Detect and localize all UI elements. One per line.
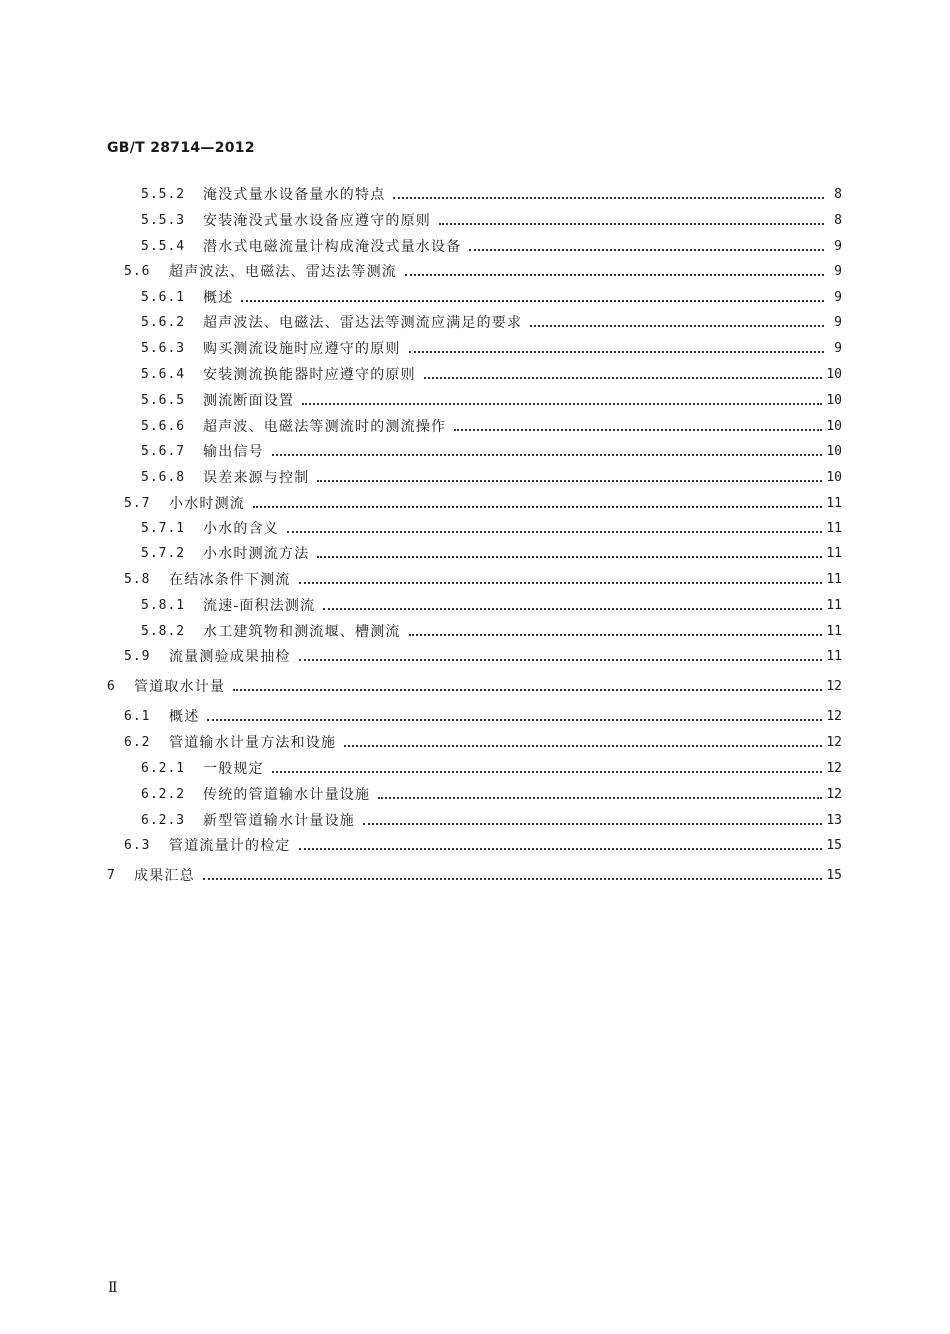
toc-entry-title: 超声波法、电磁法、雷达法等测流应满足的要求 [203, 315, 523, 331]
toc-entry[interactable] [124, 731, 842, 753]
toc-entry[interactable] [141, 783, 842, 805]
toc-entry-title: 测流断面设置 [203, 393, 295, 409]
toc-entry-title: 新型管道输水计量设施 [203, 813, 355, 829]
toc-entry[interactable] [124, 492, 842, 514]
toc-entry-title: 小水时测流 [169, 496, 245, 512]
toc-entry-page: 11 [826, 520, 842, 536]
toc-entry-number: 5.5.4 [141, 238, 186, 254]
toc-entry-title: 管道流量计的检定 [169, 838, 291, 854]
toc-entry[interactable] [141, 286, 842, 308]
toc-leader-dots [207, 719, 822, 721]
toc-entry-number: 6.2.1 [141, 760, 186, 776]
toc-entry-number: 5.5.3 [141, 212, 186, 228]
toc-entry-number: 5.6.1 [141, 289, 186, 305]
toc-leader-dots [405, 274, 824, 276]
toc-entry-page: 11 [826, 571, 842, 587]
toc-leader-dots [253, 506, 822, 508]
toc-entry-title: 流速-面积法测流 [203, 598, 316, 614]
toc-leader-dots [203, 878, 823, 880]
toc-leader-dots [317, 480, 822, 482]
toc-leader-dots [454, 429, 822, 431]
toc-leader-dots [393, 197, 824, 199]
toc-entry-number: 5.8 [124, 571, 151, 587]
toc-entry-page: 8 [834, 186, 842, 202]
toc-leader-dots [424, 377, 823, 379]
toc-entry-page: 12 [826, 678, 842, 694]
toc-leader-dots [272, 771, 823, 773]
toc-entry-title: 购买测流设施时应遵守的原则 [203, 341, 401, 357]
toc-entry-page: 9 [834, 314, 842, 330]
toc-entry-title: 误差来源与控制 [203, 470, 310, 486]
toc-entry[interactable] [141, 183, 842, 205]
toc-entry-number: 5.8.1 [141, 597, 186, 613]
toc-entry-title: 安装淹没式量水设备应遵守的原则 [203, 213, 431, 229]
toc-entry-number: 5.7 [124, 495, 151, 511]
toc-entry-number: 5.6.3 [141, 340, 186, 356]
toc-entry-page: 8 [834, 212, 842, 228]
toc-leader-dots [344, 745, 822, 747]
toc-entry-number: 6 [107, 678, 116, 694]
toc-entry-page: 11 [826, 545, 842, 561]
standard-code: GB/T 28714—2012 [107, 140, 255, 156]
toc-entry-page: 15 [826, 867, 842, 883]
toc-entry[interactable] [141, 311, 842, 333]
toc-entry-title: 管道输水计量方法和设施 [169, 735, 337, 751]
toc-entry-page: 10 [826, 392, 842, 408]
toc-entry-page: 12 [826, 760, 842, 776]
toc-entry[interactable] [141, 517, 842, 539]
toc-entry[interactable] [141, 415, 842, 437]
toc-leader-dots [409, 351, 824, 353]
toc-entry[interactable] [141, 389, 842, 411]
toc-entry-number: 7 [107, 867, 116, 883]
toc-entry-number: 6.2 [124, 734, 151, 750]
toc-entry-page: 10 [826, 443, 842, 459]
toc-leader-dots [299, 659, 823, 661]
toc-entry-title: 在结冰条件下测流 [169, 572, 291, 588]
toc-entry-title: 传统的管道输水计量设施 [203, 787, 371, 803]
toc-entry[interactable] [141, 542, 842, 564]
toc-entry-page: 12 [826, 734, 842, 750]
toc-entry-page: 9 [834, 263, 842, 279]
toc-leader-dots [363, 823, 822, 825]
toc-entry-title: 管道取水计量 [134, 679, 226, 695]
toc-entry[interactable] [141, 440, 842, 462]
toc-entry[interactable] [141, 337, 842, 359]
page-number: Ⅱ [108, 1280, 118, 1296]
toc-leader-dots [409, 634, 823, 636]
toc-entry-number: 5.8.2 [141, 623, 186, 639]
toc-entry-number: 6.2.3 [141, 812, 186, 828]
toc-entry[interactable] [124, 260, 842, 282]
toc-leader-dots [299, 582, 823, 584]
toc-entry-number: 5.7.2 [141, 545, 186, 561]
toc-entry-number: 5.7.1 [141, 520, 186, 536]
toc-leader-dots [233, 689, 822, 691]
toc-entry-page: 12 [826, 708, 842, 724]
toc-entry[interactable] [141, 594, 842, 616]
toc-leader-dots [323, 608, 822, 610]
toc-entry[interactable] [124, 645, 842, 667]
toc-entry-page: 9 [834, 340, 842, 356]
toc-entry[interactable] [141, 363, 842, 385]
toc-entry[interactable] [141, 466, 842, 488]
toc-entry-title: 安装测流换能器时应遵守的原则 [203, 367, 416, 383]
toc-entry[interactable] [107, 864, 842, 886]
toc-leader-dots [287, 531, 822, 533]
toc-entry-title: 超声波、电磁法等测流时的测流操作 [203, 419, 447, 435]
toc-entry-page: 10 [826, 366, 842, 382]
toc-leader-dots [378, 797, 822, 799]
toc-entry-number: 5.6.7 [141, 443, 186, 459]
toc-leader-dots [302, 403, 822, 405]
toc-entry-number: 5.6.5 [141, 392, 186, 408]
toc-entry-number: 5.6.6 [141, 418, 186, 434]
toc-entry-number: 6.3 [124, 837, 151, 853]
toc-leader-dots [241, 300, 824, 302]
toc-leader-dots [439, 223, 824, 225]
toc-entry[interactable] [124, 705, 842, 727]
toc-leader-dots [469, 249, 824, 251]
toc-entry-page: 11 [826, 495, 842, 511]
toc-entry-page: 15 [826, 837, 842, 853]
toc-entry[interactable] [107, 675, 842, 697]
toc-entry[interactable] [124, 834, 842, 856]
toc-entry-page: 10 [826, 418, 842, 434]
toc-entry-title: 淹没式量水设备量水的特点 [203, 187, 386, 203]
toc-leader-dots [272, 454, 823, 456]
toc-entry[interactable] [141, 757, 842, 779]
toc-entry[interactable] [141, 209, 842, 231]
toc-entry-title: 水工建筑物和测流堰、槽测流 [203, 624, 401, 640]
toc-entry[interactable] [141, 235, 842, 257]
toc-entry-title: 小水时测流方法 [203, 546, 310, 562]
toc-entry-title: 成果汇总 [134, 868, 195, 884]
toc-entry-number: 5.5.2 [141, 186, 186, 202]
toc-entry-page: 12 [826, 786, 842, 802]
toc-entry-number: 5.9 [124, 648, 151, 664]
toc-entry-page: 11 [826, 648, 842, 664]
toc-entry-page: 11 [826, 623, 842, 639]
toc-entry-number: 6.1 [124, 708, 151, 724]
toc-entry-title: 超声波法、电磁法、雷达法等测流 [169, 264, 397, 280]
toc-entry-number: 5.6.8 [141, 469, 186, 485]
toc-entry-number: 5.6 [124, 263, 151, 279]
toc-entry[interactable] [141, 809, 842, 831]
toc-entry-title: 概述 [169, 709, 200, 725]
toc-entry[interactable] [141, 620, 842, 642]
toc-entry-number: 5.6.4 [141, 366, 186, 382]
toc-leader-dots [317, 556, 822, 558]
toc-entry-title: 输出信号 [203, 444, 264, 460]
toc-leader-dots [530, 325, 824, 327]
toc-entry-page: 9 [834, 238, 842, 254]
toc-entry-title: 潜水式电磁流量计构成淹没式量水设备 [203, 239, 462, 255]
toc-entry-title: 一般规定 [203, 761, 264, 777]
toc-leader-dots [299, 848, 823, 850]
toc-entry-number: 6.2.2 [141, 786, 186, 802]
toc-entry-number: 5.6.2 [141, 314, 186, 330]
toc-entry-title: 概述 [203, 290, 234, 306]
toc-entry-title: 小水的含义 [203, 521, 279, 537]
toc-entry-page: 11 [826, 597, 842, 613]
toc-entry[interactable] [124, 568, 842, 590]
toc-entry-page: 10 [826, 469, 842, 485]
toc-entry-title: 流量测验成果抽检 [169, 649, 291, 665]
toc-entry-page: 9 [834, 289, 842, 305]
toc-entry-page: 13 [826, 812, 842, 828]
